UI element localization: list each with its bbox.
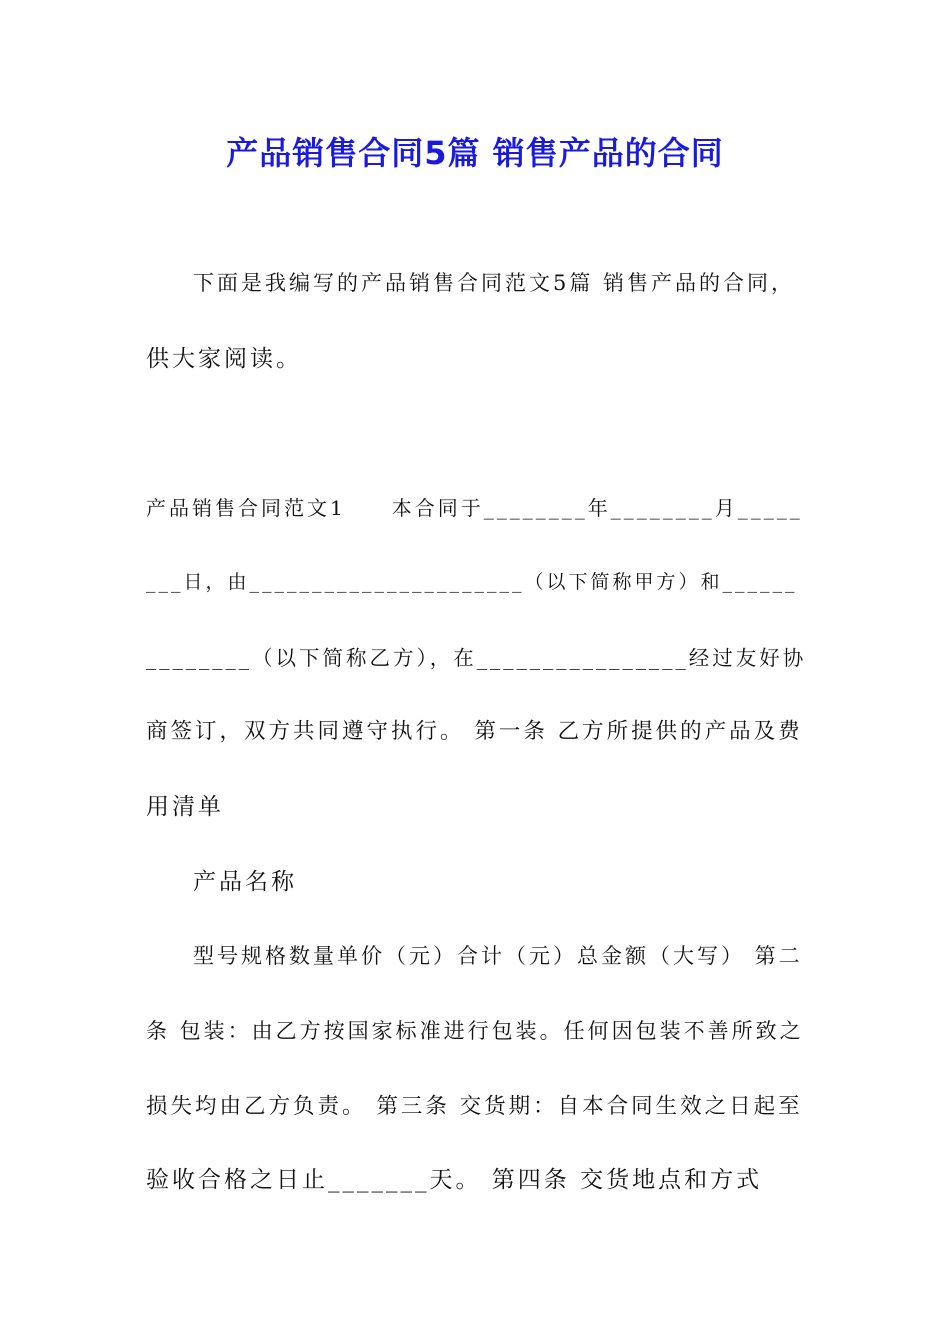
document-title: 产品销售合同5篇 销售产品的合同: [226, 134, 724, 172]
clause-line-4: 验收合格之日止_______天。 第四条 交货地点和方式: [146, 1167, 763, 1193]
product-name-heading: 产品名称: [193, 869, 297, 895]
clause-line-2: 条 包装：由乙方按国家标准进行包装。任何因包装不善所致之: [146, 1019, 804, 1043]
intro-line-2: 供大家阅读。: [146, 346, 302, 372]
contract-line-5: 用清单: [146, 794, 224, 820]
contract-line-4: 商签订，双方共同遵守执行。 第一条 乙方所提供的产品及费: [146, 719, 803, 744]
contract-line-2: ___日，由______________________（以下简称甲方）和______: [146, 571, 798, 593]
contract-line-3: ________（以下简称乙方），在________________经过友好协: [146, 646, 807, 670]
clause-line-3: 损失均由乙方负责。 第三条 交货期：自本合同生效之日起至: [146, 1094, 803, 1119]
intro-line-1: 下面是我编写的产品销售合同范文5篇 销售产品的合同，: [193, 271, 796, 295]
contract-line-1: 产品销售合同范文1 本合同于________年________月_____: [146, 496, 803, 520]
clause-line-1: 型号规格数量单价（元）合计（元）总金额（大写） 第二: [193, 944, 803, 968]
